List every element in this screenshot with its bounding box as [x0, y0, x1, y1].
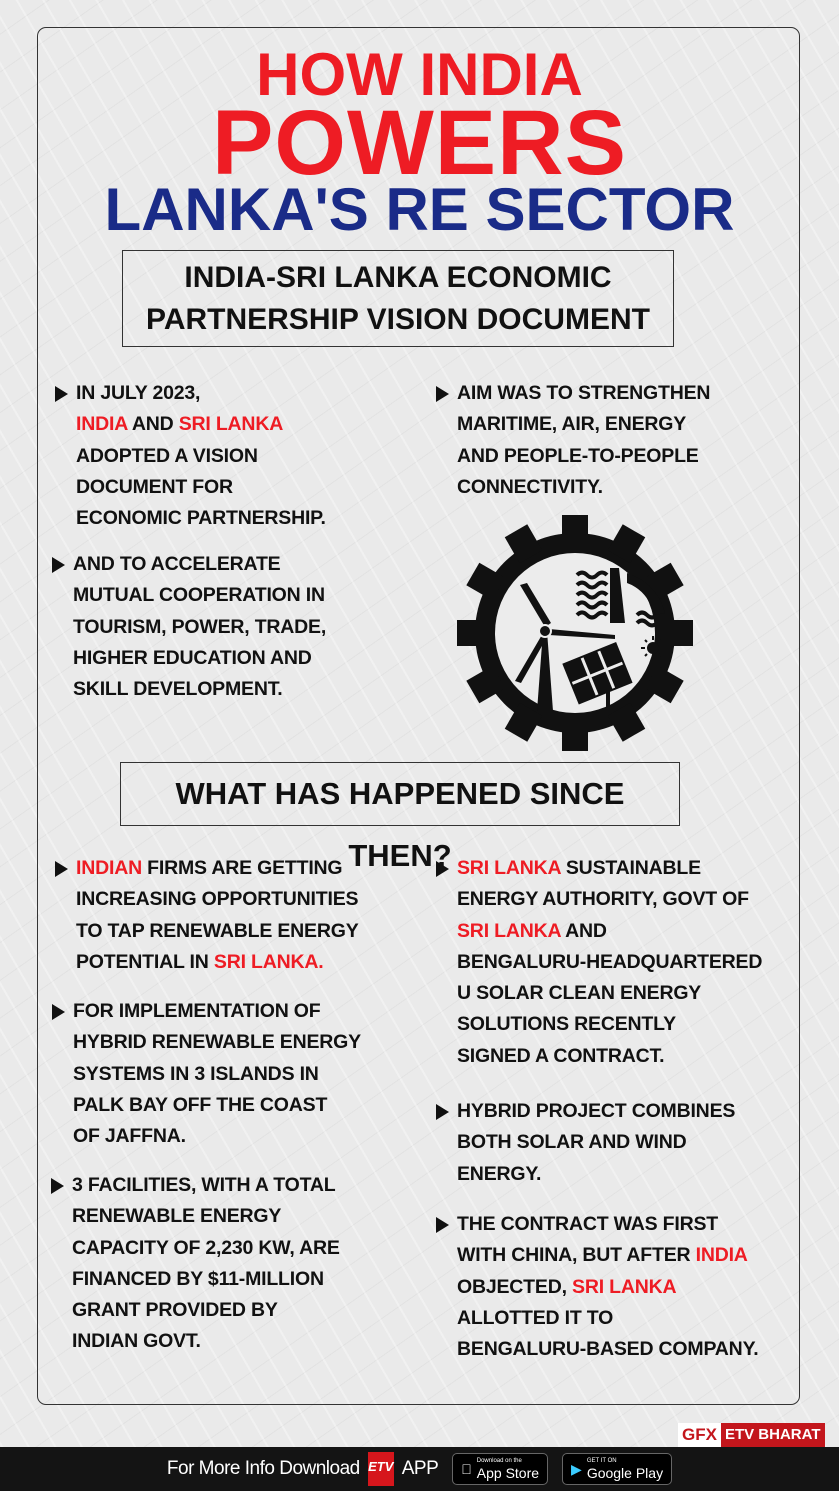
app-store-small: Download on the	[471, 1457, 517, 1464]
bullet-text: AND	[127, 413, 179, 436]
bullet-arrow-icon	[51, 1178, 64, 1194]
bullet-arrow-icon	[55, 386, 68, 402]
bullet-point	[457, 853, 762, 1072]
bullet-text: SYSTEMS IN 3 ISLANDS IN	[73, 1062, 319, 1085]
bullet-text: AND	[560, 919, 607, 942]
app-label: APP	[401, 1458, 439, 1479]
bullet-line	[76, 472, 326, 503]
bullet-line	[76, 947, 359, 978]
play-icon: ▶	[565, 1460, 577, 1477]
bullet-text: SOLUTIONS RECENTLY	[457, 1013, 676, 1036]
bullet-line	[72, 1295, 340, 1326]
bullet-text: CONNECTIVITY.	[457, 475, 603, 498]
bullet-text: POTENTIAL IN	[76, 950, 214, 973]
bullet-line	[457, 1303, 758, 1334]
bullet-line	[457, 409, 710, 440]
bullet-line	[72, 1170, 340, 1201]
bullet-text: RENEWABLE ENERGY	[72, 1205, 282, 1228]
bullet-text: AND TO ACCELERATE	[73, 553, 281, 575]
heading-line: INDIA-SRI LANKA ECONOMIC	[184, 261, 612, 294]
bullet-text: CAPACITY OF 2,230 KW, ARE	[72, 1236, 340, 1259]
bullet-arrow-icon	[55, 861, 68, 877]
bullet-text: HYBRID RENEWABLE ENERGY	[73, 1031, 361, 1054]
since-then-heading: WHAT HAS HAPPENED SINCE THEN?	[120, 762, 680, 826]
bullet-arrow-icon	[436, 1104, 449, 1120]
bullet-line	[457, 1272, 758, 1303]
bullet-line	[73, 1059, 361, 1090]
highlighted-text: SRI LANKA.	[213, 950, 324, 973]
google-play-label: Google Play	[581, 1464, 658, 1481]
footer-text: For More Info Download	[166, 1458, 360, 1479]
bullet-line	[457, 1209, 758, 1240]
highlighted-text: INDIAN	[76, 857, 142, 879]
bullet-line	[457, 1334, 758, 1365]
highlighted-text: SRI LANKA	[178, 413, 284, 436]
bullet-text: SIGNED A CONTRACT.	[457, 1044, 665, 1067]
bullet-text: OF JAFFNA.	[73, 1125, 186, 1148]
bullet-text: SUSTAINABLE	[560, 857, 701, 879]
gfx-credit	[678, 1423, 825, 1447]
bullet-line	[457, 378, 710, 409]
bullet-line	[73, 549, 326, 580]
bullet-point	[457, 1209, 758, 1365]
bullet-line	[72, 1264, 340, 1295]
etv-bharat-logo: ETV BHARAT	[721, 1423, 825, 1447]
highlighted-text: SRI LANKA	[457, 919, 561, 942]
bullet-arrow-icon	[52, 1004, 65, 1020]
bullet-line	[457, 916, 762, 947]
bullet-line	[76, 853, 359, 884]
bullet-text: BENGALURU-HEADQUARTERED	[457, 950, 763, 973]
gear-tooth	[562, 515, 588, 545]
bullet-text: U SOLAR CLEAN ENERGY	[457, 982, 702, 1005]
highlighted-text: SRI LANKA	[457, 857, 561, 879]
app-store-button[interactable]	[452, 1453, 548, 1485]
bullet-text: ADOPTED A VISION	[76, 444, 258, 467]
vision-document-heading	[122, 250, 674, 347]
bullet-line	[76, 378, 326, 409]
bullet-line	[76, 884, 359, 915]
google-play-small: GET IT ON	[581, 1457, 612, 1464]
bullet-text: FINANCED BY $11-MILLION	[72, 1267, 324, 1290]
gfx-label: GFX	[678, 1423, 721, 1447]
bullet-line	[457, 1240, 758, 1271]
bullet-line	[73, 674, 326, 705]
bullet-text: BOTH SOLAR AND WIND	[457, 1131, 687, 1154]
highlighted-text: INDIA	[76, 413, 128, 436]
bullet-arrow-icon	[436, 1217, 449, 1233]
bullet-line	[457, 1159, 735, 1190]
bullet-text: 3 FACILITIES, WITH A TOTAL	[72, 1174, 336, 1196]
gear-tooth	[457, 620, 487, 646]
bullet-text: GRANT PROVIDED BY	[72, 1299, 278, 1322]
bullet-line	[73, 612, 326, 643]
bullet-text: FOR IMPLEMENTATION OF	[73, 1000, 321, 1022]
bullet-text: WITH CHINA, BUT AFTER	[457, 1244, 696, 1267]
bullet-text: AIM WAS TO STRENGTHEN	[457, 382, 711, 404]
bullet-line	[73, 643, 326, 674]
bullet-text: PALK BAY OFF THE COAST	[73, 1093, 328, 1116]
bullet-line	[457, 441, 710, 472]
highlighted-text: SRI LANKA	[572, 1275, 677, 1298]
bullet-text: ENERGY AUTHORITY, GOVT OF	[457, 888, 749, 911]
bullet-line	[457, 978, 762, 1009]
bullet-text: MUTUAL COOPERATION IN	[73, 584, 325, 607]
bullet-line	[73, 1090, 361, 1121]
title-line-3: LANKA'S RE SECTOR	[104, 176, 735, 243]
bullet-point	[72, 1170, 340, 1358]
google-play-button[interactable]	[562, 1453, 672, 1485]
footer-bar	[0, 1447, 839, 1491]
bullet-point	[457, 1096, 735, 1190]
bullet-text: OBJECTED,	[457, 1275, 573, 1298]
app-store-label: App Store	[471, 1464, 534, 1481]
etv-app-icon[interactable]: ETV	[368, 1452, 394, 1486]
bullet-line	[76, 503, 326, 534]
bullet-text: MARITIME, AIR, ENERGY	[457, 413, 687, 436]
bullet-text: DOCUMENT FOR	[76, 475, 233, 498]
bullet-text: ECONOMIC PARTNERSHIP.	[76, 507, 326, 530]
bullet-line	[457, 1127, 735, 1158]
bullet-line	[457, 1096, 735, 1127]
bullet-text: ENERGY.	[457, 1162, 542, 1185]
gear-tooth	[562, 721, 588, 751]
heading-line: PARTNERSHIP VISION DOCUMENT	[146, 303, 650, 336]
bullet-line	[457, 472, 710, 503]
bullet-line	[457, 947, 762, 978]
bullet-line	[76, 409, 326, 440]
title-line-2: POWERS	[212, 92, 627, 194]
bullet-arrow-icon	[436, 386, 449, 402]
bullet-line	[72, 1326, 340, 1357]
bullet-text: FIRMS ARE GETTING	[141, 857, 343, 879]
renewable-energy-gear-icon	[455, 515, 695, 752]
bullet-text: HIGHER EDUCATION AND	[73, 646, 312, 669]
bullet-line	[73, 996, 361, 1027]
gear-tooth	[663, 620, 693, 646]
bullet-text: HYBRID PROJECT COMBINES	[457, 1100, 736, 1122]
bullet-line	[76, 441, 326, 472]
bullet-line	[457, 884, 762, 915]
bullet-line	[72, 1233, 340, 1264]
bullet-line	[73, 1027, 361, 1058]
bullet-point	[73, 549, 326, 705]
bullet-text: ALLOTTED IT TO	[457, 1306, 614, 1329]
bullet-line	[457, 1041, 762, 1072]
bullet-point	[76, 378, 326, 534]
bullet-arrow-icon	[52, 557, 65, 573]
bullet-point	[457, 378, 710, 503]
bullet-text: INCREASING OPPORTUNITIES	[76, 888, 359, 911]
bullet-text: TO TAP RENEWABLE ENERGY	[76, 919, 359, 942]
bullet-line	[76, 916, 359, 947]
bullet-text: BENGALURU-BASED COMPANY.	[457, 1338, 759, 1361]
bullet-point	[73, 996, 361, 1152]
bullet-text: THE CONTRACT WAS FIRST	[457, 1213, 719, 1235]
bullet-line	[457, 853, 762, 884]
bullet-text: AND PEOPLE-TO-PEOPLE	[457, 444, 699, 467]
bullet-line	[73, 1121, 361, 1152]
bullet-point	[76, 853, 359, 978]
apple-icon	[461, 1461, 472, 1477]
title-line-1: HOW INDIA	[256, 41, 583, 108]
bullet-text: SKILL DEVELOPMENT.	[73, 678, 283, 701]
bullet-line	[72, 1201, 340, 1232]
bullet-text: INDIAN GOVT.	[72, 1330, 201, 1353]
bullet-text: IN JULY 2023,	[76, 382, 201, 404]
bullet-line	[73, 580, 326, 611]
highlighted-text: INDIA	[695, 1244, 748, 1267]
bullet-text: TOURISM, POWER, TRADE,	[73, 615, 327, 638]
bullet-line	[457, 1009, 762, 1040]
